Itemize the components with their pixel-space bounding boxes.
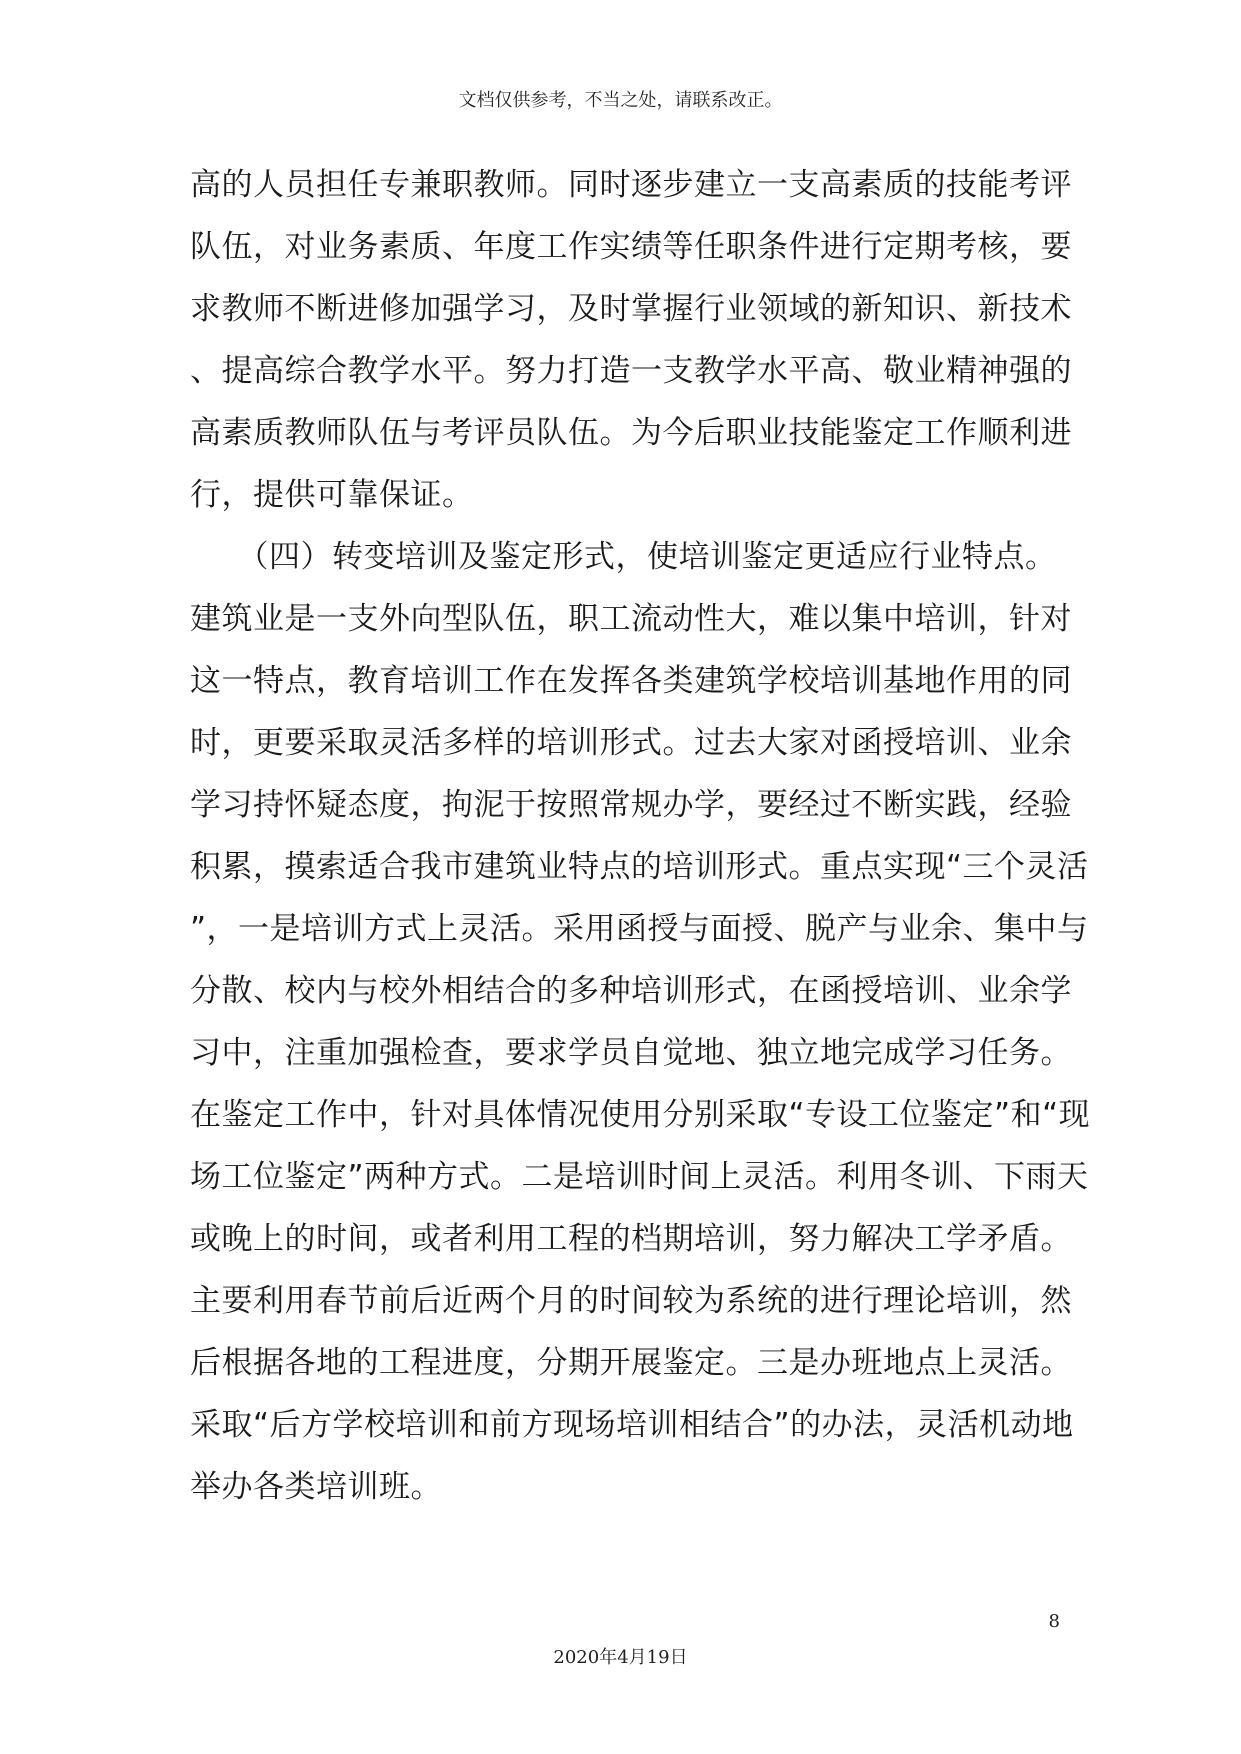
body-text [190,154,1091,1518]
footer-date: 2020年4月19日 [553,1647,688,1668]
text-line: ”，一是培训方式上灵活。采用函授与面授、脱产与业余、集中与 [190,911,1089,947]
section-heading-line: （四）转变培训及鉴定形式，使培训鉴定更适应行业特点。 [190,539,1057,575]
page-header: 文档仅供参考，不当之处，请联系改正。 [458,90,783,111]
text-line: 建筑业是一支外向型队伍，职工流动性大，难以集中培训，针对 [190,601,1072,637]
text-line: 这一特点，教育培训工作在发挥各类建筑学校培训基地作用的同 [190,663,1072,699]
text-line: 行，提供可靠保证。 [190,477,474,513]
text-line: 队伍，对业务素质、年度工作实绩等任职条件进行定期考核，要 [190,229,1072,265]
text-line: 举办各类培训班。 [190,1469,442,1505]
text-line: 采取“后方学校培训和前方现场培训相结合”的办法，灵活机动地 [190,1407,1074,1443]
text-line: 求教师不断进修加强学习，及时掌握行业领域的新知识、新技术 [190,291,1072,327]
text-line: 在鉴定工作中，针对具体情况使用分别采取“专设工位鉴定”和“现 [190,1097,1091,1133]
text-line: 学习持怀疑态度，拘泥于按照常规办学，要经过不断实践，经验 [190,787,1072,823]
text-line: 高素质教师队伍与考评员队伍。为今后职业技能鉴定工作顺利进 [190,415,1072,451]
text-line: 时，更要采取灵活多样的培训形式。过去大家对函授培训、业余 [190,725,1072,761]
text-line: 分散、校内与校外相结合的多种培训形式，在函授培训、业余学 [190,973,1072,1009]
text-line: 场工位鉴定”两种方式。二是培训时间上灵活。利用冬训、下雨天 [190,1159,1089,1195]
text-line: 、提高综合教学水平。努力打造一支教学水平高、敬业精神强的 [190,353,1072,389]
text-line: 积累，摸索适合我市建筑业特点的培训形式。重点实现“三个灵活 [190,849,1089,885]
page-number: 8 [1048,1611,1060,1632]
text-line: 或晚上的时间，或者利用工程的档期培训，努力解决工学矛盾。 [190,1221,1072,1257]
text-line: 高的人员担任专兼职教师。同时逐步建立一支高素质的技能考评 [190,167,1072,203]
text-line: 习中，注重加强检查，要求学员自觉地、独立地完成学习任务。 [190,1035,1072,1071]
text-line: 主要利用春节前后近两个月的时间较为系统的进行理论培训，然 [190,1283,1072,1319]
text-line: 后根据各地的工程进度，分期开展鉴定。三是办班地点上灵活。 [190,1345,1072,1381]
